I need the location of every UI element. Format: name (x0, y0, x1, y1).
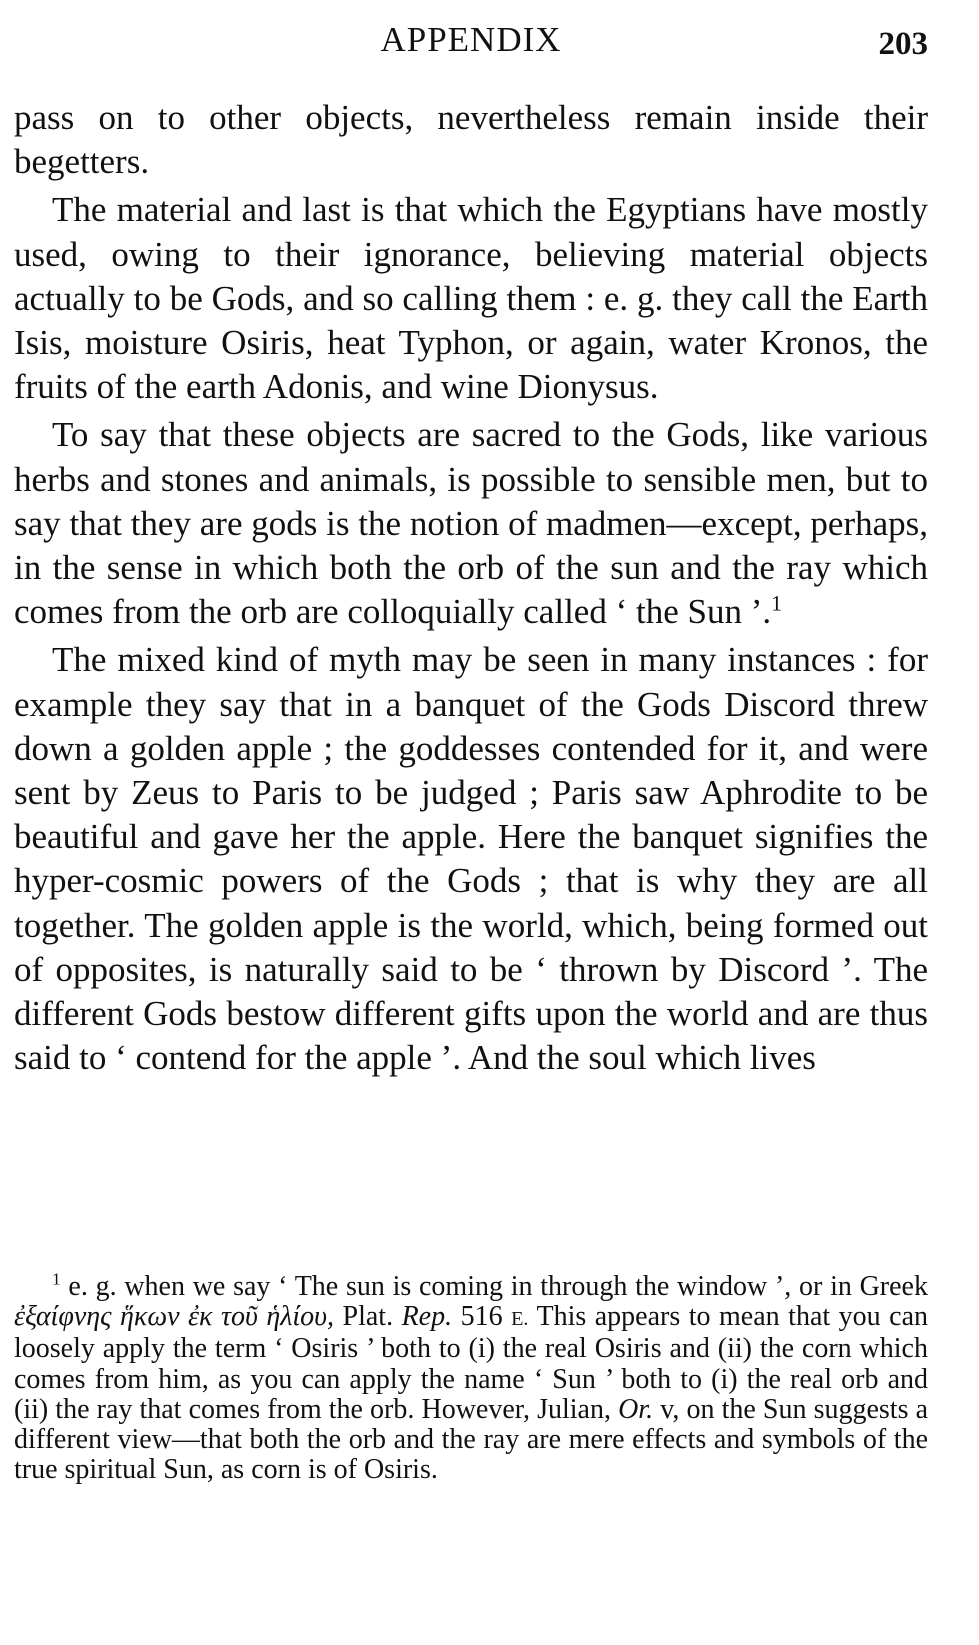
work-title: Rep. (401, 1301, 453, 1333)
footnote-marker: 1 (52, 1269, 61, 1289)
footnote-reference[interactable]: 1 (771, 591, 782, 616)
footnote-text: v, on the Sun suggests a different view—that both the orb and the ray are mere effects and symbols of the true spiritual Sun, as corn is of Osiris. (14, 1393, 929, 1486)
section-letter: E. (511, 1308, 529, 1331)
greek-quotation: ἐξαίφνης ἥκων ἐκ τοῦ ἡλίου, (14, 1301, 335, 1333)
footnote-text: Plat. (342, 1301, 394, 1333)
page-number: 203 (878, 26, 928, 62)
body-text (14, 96, 928, 1084)
running-head (14, 14, 928, 64)
work-title: Or. (618, 1393, 654, 1425)
paragraph-text: The material and last is that which the Egyptians have mostly used, owing to their ignorance, believing material objects actually to be Gods, and so calling them : e. g. they call the Earth Isis, moisture Osiris, heat Typhon, or again, water Kronos, the fruits of the earth Adonis, and wine Dionysus. (14, 190, 928, 407)
running-title: APPENDIX (380, 20, 562, 59)
paragraph-text: The mixed kind of myth may be seen in many instances : for example they say that in a banquet of the Gods Discord threw down a golden apple ; the goddesses contended for it, and were sent by Zeus to Paris to be judged ; Paris saw Aphrodite to be beautiful and gave her the apple. Here the banquet signifies the hyper-cosmic powers of the Gods ; that is why they are all together. The golden apple is the world, which, being formed out of opposites, is naturally said to be ‘ thrown by Discord ’. The different Gods bestow different gifts upon the world and are thus said to ‘ contend for the apple ’. And the soul which lives (14, 640, 928, 1078)
paragraph-text: To say that these objects are sacred to the Gods, like various herbs and stones and animals, is possible to sensible men, but to say that they are gods is the notion of madmen—except, perhaps, in the sense in which both the orb of the sun and the ray which comes from the orb are colloquially called ‘ the Sun ’. (14, 415, 928, 632)
footnote-text: 516 (460, 1301, 503, 1333)
footnote-text: This appears to mean that you can loosely apply the term ‘ Osiris ’ both to (i) the real Osiris and (ii) the corn which comes from him, as you can apply the name ‘ Sun ’ both to (i) the real orb and (ii) the ray that comes from the orb. However, Julian, (14, 1301, 929, 1425)
paragraph (14, 413, 928, 634)
paragraph (14, 638, 928, 1080)
footnote-text: e. g. when we say ‘ The sun is coming in through the window ’, or in Greek (68, 1271, 928, 1302)
paragraph-continuation (14, 96, 928, 184)
paragraph (14, 188, 928, 409)
paragraph-text: pass on to other objects, nevertheless remain inside their begetters. (14, 98, 928, 182)
footnotes (14, 1269, 929, 1486)
footnote (14, 1269, 929, 1486)
